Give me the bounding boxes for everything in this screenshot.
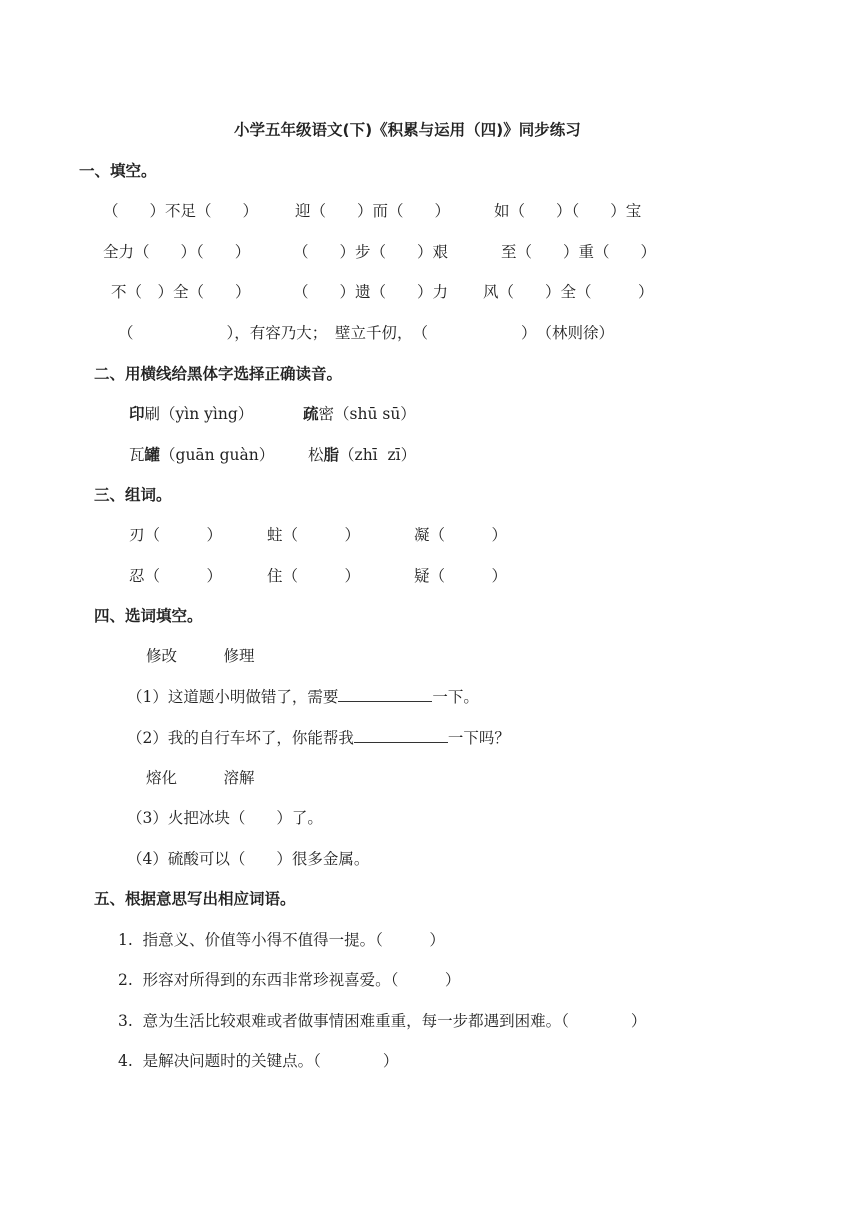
bold-char: 印 [129,405,145,423]
fill-item: 至（ ）重（ ） [501,243,657,261]
question-text: 一下。 [432,688,479,706]
section-5-heading: 五、根据意思写出相应词语。 [94,890,296,908]
word-item: 刃（ ） [129,526,223,544]
question-2 [127,727,510,749]
word-item: 蛀（ ） [267,526,361,544]
pinyin-item [129,403,253,425]
definition-item: 1. 指意义、价值等小得不值得一提。（ ） [118,931,445,949]
section-4-heading: 四、选词填空。 [94,607,203,625]
fill-item: （ ）步（ ）艰 [293,243,449,261]
definition-item: 3. 意为生活比较艰难或者做事情困难重重，每一步都遇到困难。（ ） [118,1012,647,1030]
pinyin-item [303,403,416,425]
section-3-heading: 三、组词。 [94,486,172,504]
bold-char: 脂 [323,446,340,464]
fill-item: 风（ ）全（ ） [483,283,654,301]
question-4: （4）硫酸可以（ ）很多金属。 [127,850,370,868]
bold-char: 罐 [144,446,161,464]
fill-item: （ ）遗（ ）力 [293,283,449,301]
word-choices: 熔化 溶解 [146,769,255,787]
fill-item: 全力（ ）（ ） [103,243,251,261]
plain-char: 瓦 [129,446,145,464]
definition-item: 2. 形容对所得到的东西非常珍视喜爱。（ ） [118,971,461,989]
pinyin-options: （guān guàn） [160,446,275,464]
bold-char: 疏 [303,405,319,423]
question-1 [127,686,479,708]
answer-blank [338,687,432,702]
question-text: （1）这道题小明做错了，需要 [127,688,339,706]
plain-char: 松 [308,446,324,464]
fill-item: 迎（ ）而（ ） [295,202,451,220]
fill-item: 不（ ）全（ ） [111,283,251,301]
section-2-heading: 二、用横线给黑体字选择正确读音。 [94,365,343,383]
question-3: （3）火把冰块（ ）了。 [127,809,323,827]
answer-blank [354,728,448,743]
pinyin-options: （zhī zī） [339,446,417,464]
question-text: （2）我的自行车坏了，你能帮我 [127,729,354,747]
word-item: 凝（ ） [414,526,508,544]
definition-item: 4. 是解决问题时的关键点。（ ） [118,1052,399,1070]
pinyin-options: 密（shū sū） [318,405,416,423]
pinyin-options: 刷（yìn yìng） [144,405,254,423]
word-item: 忍（ ） [129,567,223,585]
pinyin-item [129,444,274,466]
fill-item: 如（ ）（ ）宝 [494,202,642,220]
pinyin-item [308,444,416,466]
word-item: 疑（ ） [414,567,508,585]
word-item: 住（ ） [267,567,361,585]
page-title: 小学五年级语文(下)《积累与运用（四)》同步练习 [234,121,581,139]
question-text: 一下吗？ [447,729,510,747]
quote-line: （ ），有容乃大； 壁立千仞， （ ） （林则徐） [118,324,615,342]
word-choices: 修改 修理 [146,647,255,665]
section-1-heading: 一、填空。 [79,162,157,180]
fill-item: （ ）不足（ ） [103,202,259,220]
